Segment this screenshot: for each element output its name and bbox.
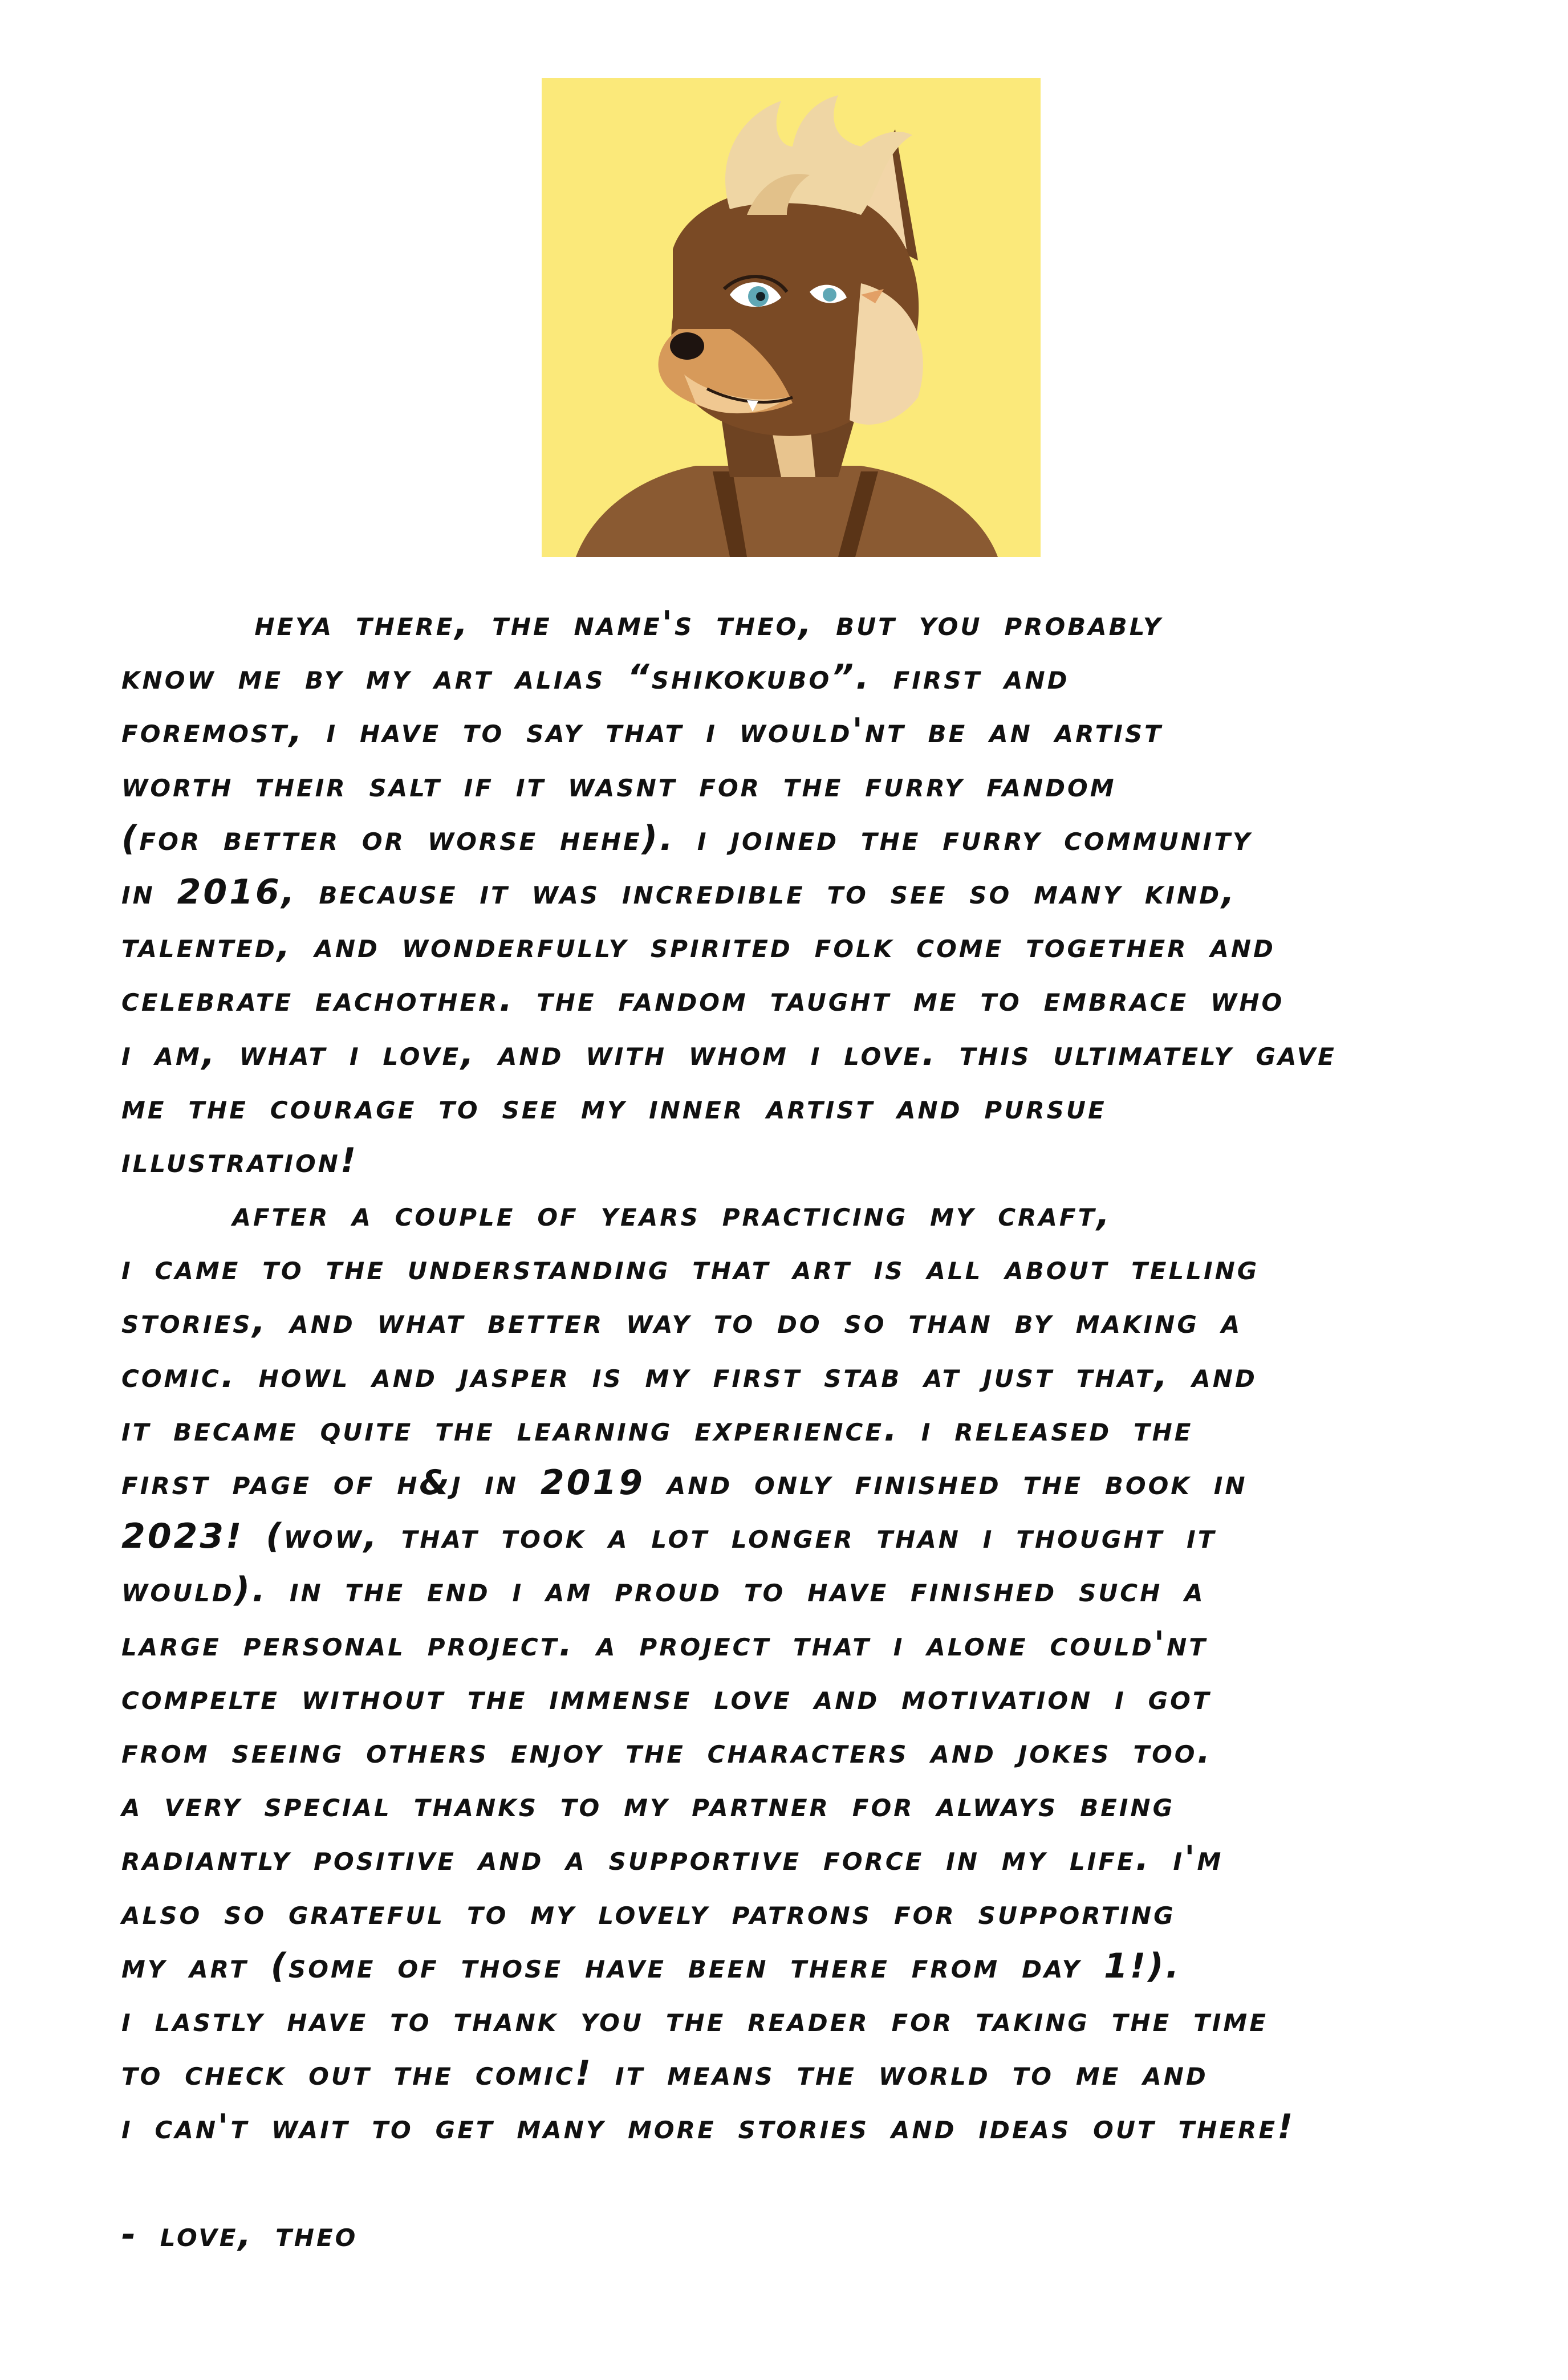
thank-you-letter [121,597,1478,2261]
letter-line: i lastly have to thank you the reader for taking the time [121,1999,1268,2040]
letter-line: illustration! [121,1140,359,1181]
letter-line: compelte without the immense love and motivation i got [121,1677,1212,1718]
letter-line: to check out the comic! it means the world to me and [121,2053,1208,2094]
letter-line: worth their salt if it wasnt for the furry fandom [121,764,1116,805]
letter-line: talented, and wonderfully spirited folk come together and [121,926,1275,966]
letter-line: a very special thanks to my partner for always being [121,1785,1175,1825]
letter-line: i came to the understanding that art is all about telling [121,1248,1260,1288]
letter-line: in 2016, because it was incredible to see so many kind, [121,872,1237,912]
letter-line: also so grateful to my lovely patrons for supporting [121,1892,1176,1933]
letter-line: it became quite the learning experience. i released the [121,1409,1193,1449]
letter-line: i can't wait to get many more stories and ideas out there! [121,2107,1295,2147]
letter-line: stories, and what better way to do so than by making a [121,1301,1242,1342]
letter-line: 2023! (wow, that took a lot longer than i thought it [121,1516,1217,1557]
letter-line: heya there, the name's theo, but you probably [121,604,1163,644]
letter-line: foremost, i have to say that i would'nt be an artist [121,711,1163,751]
letter-line: radiantly positive and a supportive force in my life. i'm [121,1838,1224,1879]
fox-character-illustration [542,78,1041,557]
letter-line: would). in the end i am proud to have finished such a [121,1570,1205,1610]
letter-line: (for better or worse hehe). i joined the furry community [121,818,1253,859]
letter-line: i am, what i love, and with whom i love. this ultimately gave [121,1033,1337,1073]
signature: - love, theo [121,2214,358,2255]
letter-line: large personal project. a project that i alone could'nt [121,1624,1208,1664]
letter-line: celebrate eachother. the fandom taught me to embrace who [121,979,1285,1020]
letter-line: comic. howl and jasper is my first stab at just that, and [121,1355,1257,1396]
letter-line: my art (some of those have been there from day 1!). [121,1946,1181,1986]
letter-line: after a couple of years practicing my craft, [121,1194,1112,1235]
letter-line: first page of h&j in 2019 and only finished the book in [121,1463,1248,1503]
letter-line: from seeing others enjoy the characters and jokes too. [121,1731,1213,1771]
paragraph-gap [121,2154,1478,2207]
letter-line: me the courage to see my inner artist and pursue [121,1087,1107,1127]
letter-line: know me by my art alias “shikokubo”. first and [121,657,1070,698]
author-portrait [542,78,1041,557]
